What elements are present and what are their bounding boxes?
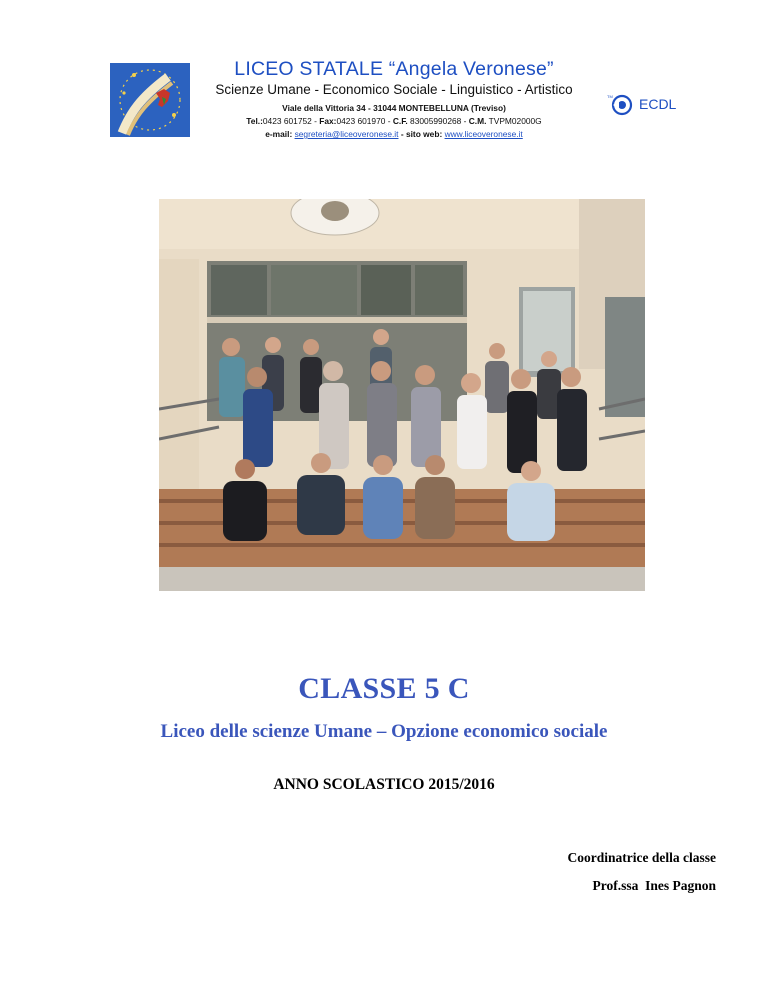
cm-label: C.M.: [468, 116, 487, 126]
svg-text:TM: TM: [607, 94, 613, 99]
cm-value: TVPM02000G: [486, 116, 542, 126]
school-tracks: Scienze Umane - Economico Sociale - Linguistico - Artistico: [215, 82, 573, 97]
ecdl-label: ECDL: [639, 96, 677, 112]
cf-label: C.F.: [392, 116, 408, 126]
school-name: LICEO STATALE “Angela Veronese”: [234, 58, 554, 80]
class-group-photo: [159, 199, 645, 591]
fax-value: 0423 601970 -: [336, 116, 393, 126]
ecdl-logo: [606, 92, 686, 118]
fax-label: Fax:: [319, 116, 337, 126]
course-subtitle: Liceo delle scienze Umane – Opzione economico sociale: [160, 721, 608, 742]
coordinator-label: Coordinatrice della classe: [567, 850, 716, 865]
cf-value: 83005990268 -: [407, 116, 469, 126]
email-label: e-mail:: [265, 129, 295, 139]
tel-label: Tel.:: [246, 116, 263, 126]
site-label: - sito web:: [398, 129, 445, 139]
email-link[interactable]: segreteria@liceoveronese.it: [294, 129, 399, 139]
address-text: Viale della Vittoria 34 - 31044 MONTEBELLUNA (Treviso): [282, 103, 506, 113]
coordinator-name: Prof.ssa Ines Pagnon: [592, 878, 716, 893]
school-year: ANNO SCOLASTICO 2015/2016: [273, 776, 495, 793]
class-title: CLASSE 5 C: [298, 672, 470, 705]
website-link[interactable]: www.liceoveronese.it: [444, 129, 523, 139]
ecdl-icon: [606, 92, 636, 118]
web-line: [0, 129, 768, 139]
tel-value: 0423 601752 -: [262, 116, 320, 126]
